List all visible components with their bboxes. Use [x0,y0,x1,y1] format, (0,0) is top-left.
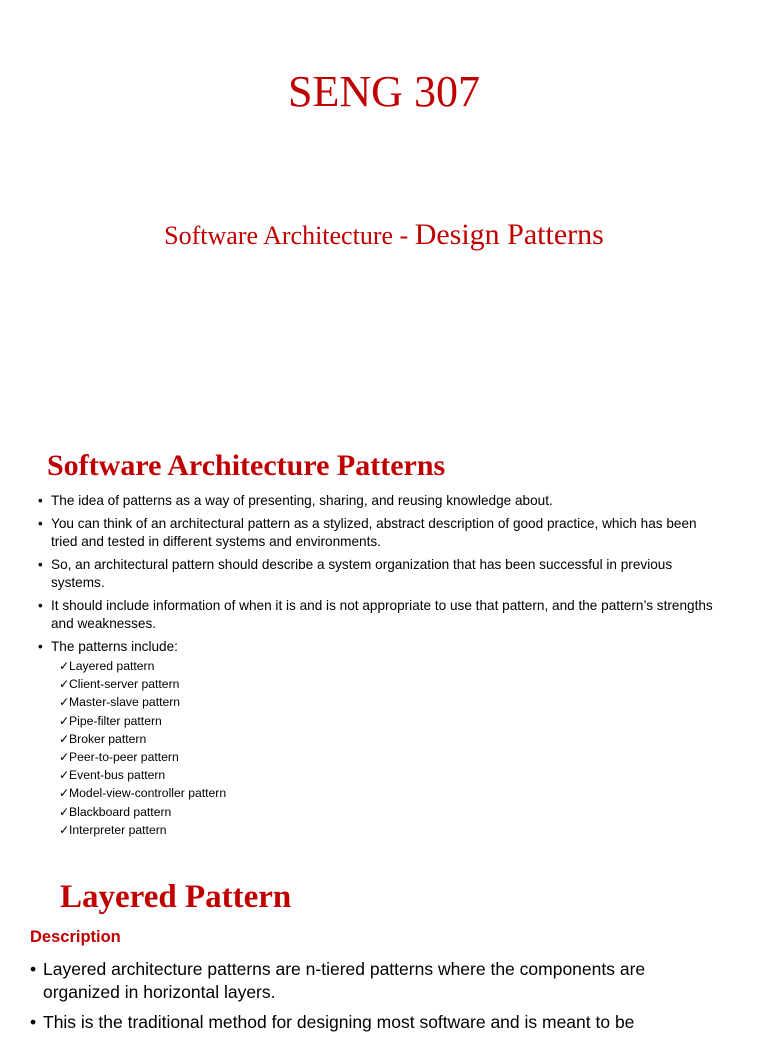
bullet-icon: • [38,597,43,613]
slide-title: Layered Pattern [60,879,292,915]
bullet-icon: • [30,959,37,979]
pattern-item [59,803,718,821]
checkmark-icon: ✓ [59,731,70,746]
layered-pattern-slide [0,870,768,1032]
checkmark-icon: ✓ [59,750,70,765]
pattern-label: Peer-to-peer pattern [69,750,179,765]
bullet-item [38,638,718,840]
bullet-text: You can think of an architectural pattern as a stylized, abstract description of good practice, which has been tried and tested in different systems and environments. [51,515,697,549]
bullet-icon: • [38,493,43,508]
checkmark-icon: ✓ [59,713,70,728]
bullet-item [38,515,718,552]
bullet-text: The patterns include: [51,638,178,654]
bullet-list [38,492,718,843]
pattern-item [59,748,718,766]
pattern-item [59,784,718,802]
bullet-icon: • [38,515,43,531]
bullet-text: Layered architecture patterns are n-tiered patterns where the components are organized in horizontal layers. [43,959,646,1002]
pattern-item [59,821,718,839]
bullet-icon: • [30,1012,37,1032]
slide-title: Software Architecture Patterns [47,449,446,482]
section-heading: Description [30,928,121,946]
bullet-item [38,556,718,593]
checkmark-icon: ✓ [59,659,70,673]
pattern-label: Master-slave pattern [69,695,181,710]
pattern-item [59,693,718,711]
pattern-item [59,657,718,675]
subtitle-topic: Software Architecture - [164,221,415,250]
pattern-label: Model-view-controller pattern [69,786,227,801]
pattern-label: Layered pattern [69,659,155,673]
pattern-list [59,657,718,839]
bullet-text: It should include information of when it is and is not appropriate to use that pattern, and the pattern’s strengths and weaknesses. [51,597,713,631]
title-slide [0,0,768,420]
bullet-icon: • [38,638,43,654]
bullet-item [38,492,718,511]
pattern-label: Blackboard pattern [69,804,172,819]
slide-subtitle [0,218,768,252]
bullet-item [30,958,720,1003]
checkmark-icon: ✓ [59,677,70,692]
bullet-item [30,1011,720,1034]
course-code-title: SENG 307 [288,67,480,116]
pattern-label: Interpreter pattern [69,822,167,837]
bullet-icon: • [38,556,43,572]
pattern-label: Client-server pattern [69,677,180,692]
pattern-label: Broker pattern [69,731,147,746]
checkmark-icon: ✓ [59,804,70,819]
bullet-text: The idea of patterns as a way of presenting, sharing, and reusing knowledge about. [51,493,553,508]
subtitle-focus: Design Patterns [414,218,604,251]
bullet-item [38,597,718,634]
checkmark-icon: ✓ [59,822,70,837]
checkmark-icon: ✓ [59,768,70,783]
checkmark-icon: ✓ [59,695,70,710]
pattern-item [59,766,718,784]
pattern-item [59,712,718,730]
checkmark-icon: ✓ [59,786,70,801]
bullet-text: So, an architectural pattern should describe a system organization that has been successful in previous systems. [51,556,673,590]
bullet-list [30,958,720,1042]
patterns-overview-slide [0,440,768,860]
pattern-item [59,675,718,693]
pattern-item [59,730,718,748]
bullet-text: This is the traditional method for designing most software and is meant to be [43,1012,635,1032]
pattern-label: Event-bus pattern [69,768,166,783]
pattern-label: Pipe-filter pattern [69,713,162,728]
